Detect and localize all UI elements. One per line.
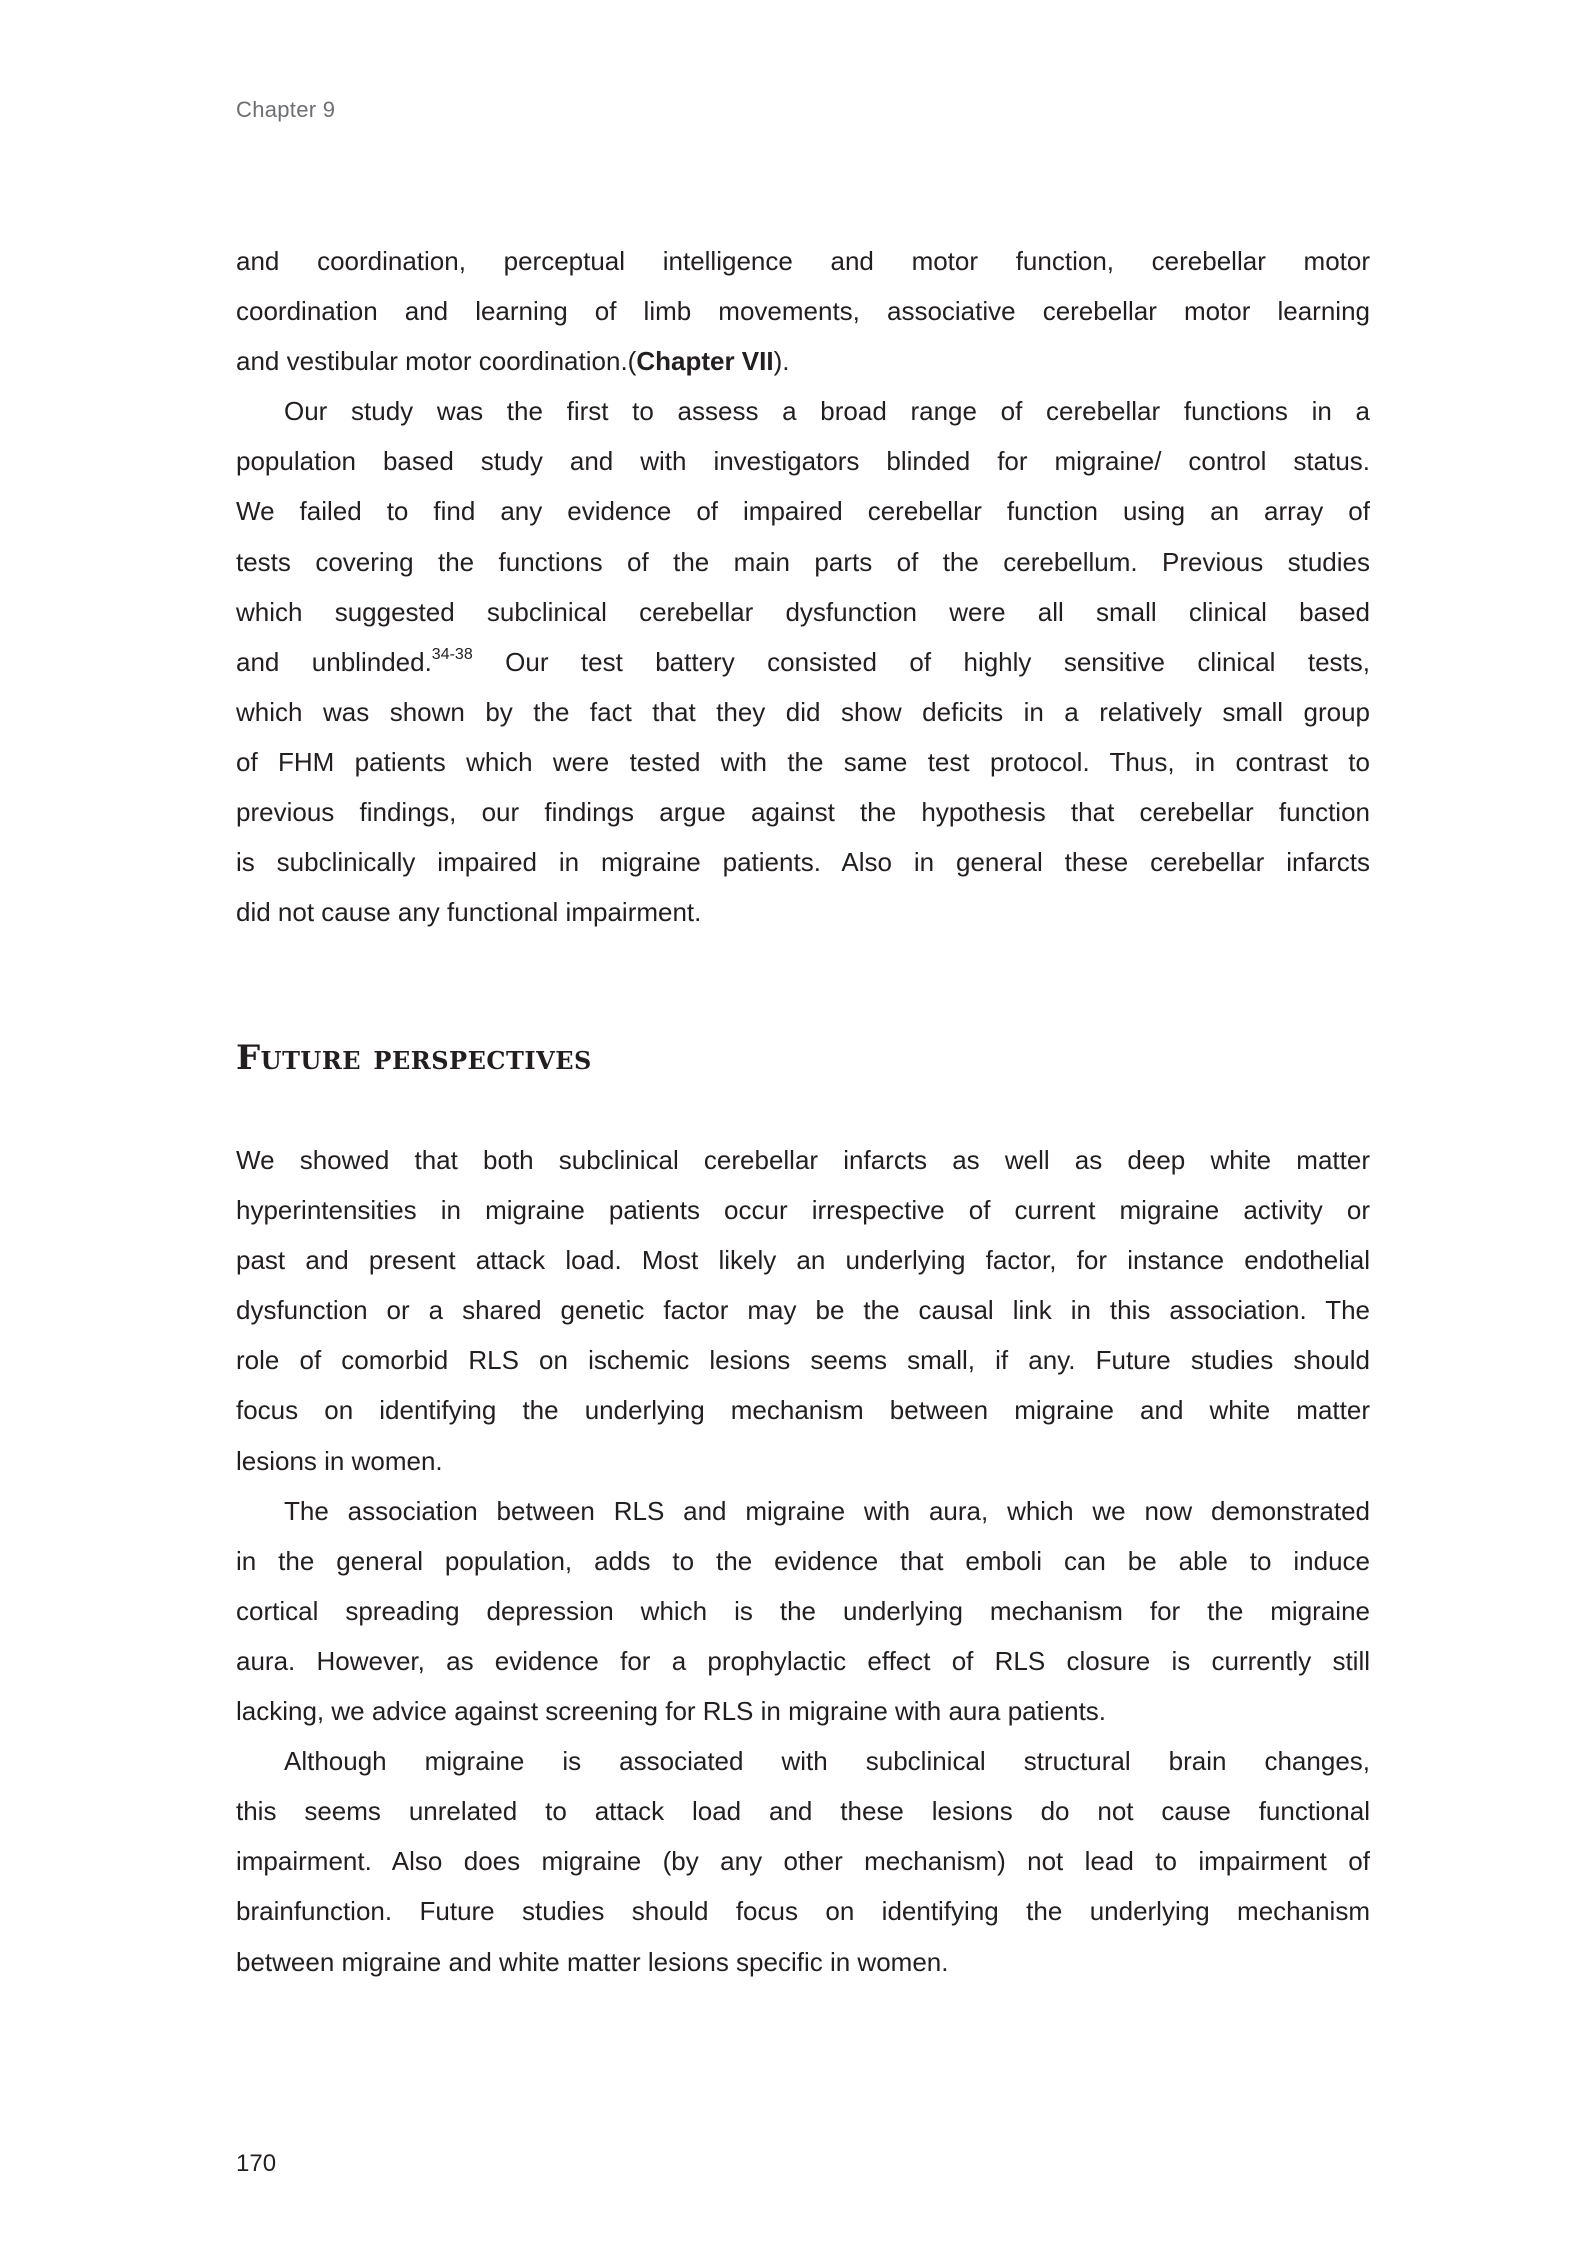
text-line: between migraine and white matter lesions specific in women. [236,1946,949,1977]
text-line: dysfunction or a shared genetic factor may be the causal link in this association. The [236,1295,1370,1326]
text-line: brainfunction. Future studies should focus on identifying the underlying mechanism [236,1896,1370,1927]
text-line: and vestibular motor coordination.(Chapter VII). [236,346,790,377]
text-line: tests covering the functions of the main parts of the cerebellum. Previous studies [236,546,1370,577]
running-head: Chapter 9 [236,97,336,122]
chapter-reference: Chapter VII [636,346,774,377]
text-line: and unblinded.$^{34-38}$ Our test battery consisted of highly sensitive clinical tests, [236,645,1370,677]
paragraph [236,1135,1370,1486]
text-line: in the general population, adds to the evidence that emboli can be able to induce [236,1545,1370,1576]
body-text-section-1 [236,236,1370,937]
text-line: population based study and with investigators blinded for migraine/ control status. [236,446,1370,477]
paragraph [236,1486,1370,1736]
text-line: role of comorbid RLS on ischemic lesions seems small, if any. Future studies should [236,1345,1370,1376]
text-line: which suggested subclinical cerebellar dysfunction were all small clinical based [236,596,1370,627]
paragraph [236,236,1370,386]
text-line: and coordination, perceptual intelligence and motor function, cerebellar motor [236,246,1370,276]
text-line: focus on identifying the underlying mechanism between migraine and white matter [236,1395,1370,1426]
paragraph [236,1736,1370,1986]
text-line: did not cause any functional impairment. [236,897,702,928]
page-number: 170 [236,2150,277,2177]
section-heading: Future perspectives [236,1038,592,1078]
text-line: which was shown by the fact that they did show deficits in a relatively small group [236,696,1370,727]
text-line: The association between RLS and migraine with aura, which we now demonstrated [284,1495,1370,1526]
text-line: cortical spreading depression which is the underlying mechanism for the migraine [236,1595,1370,1626]
text-line: lacking, we advice against screening for RLS in migraine with aura patients. [236,1696,1107,1727]
text-line: lesions in women. [236,1445,443,1476]
text-line: hyperintensities in migraine patients occur irrespective of current migraine activity or [236,1195,1370,1226]
text-line: We failed to find any evidence of impaired cerebellar function using an array of [236,496,1370,527]
text-line: Although migraine is associated with subclinical structural brain changes, [284,1746,1370,1777]
paragraph [236,386,1370,937]
text-line: of FHM patients which were tested with the same test protocol. Thus, in contrast to [236,746,1370,777]
text-line: this seems unrelated to attack load and these lesions do not cause functional [236,1796,1370,1827]
text-line: previous findings, our findings argue against the hypothesis that cerebellar function [236,797,1370,828]
citation-superscript: 34-38 [431,645,473,663]
text-line: aura. However, as evidence for a prophylactic effect of RLS closure is currently still [236,1645,1370,1676]
text-line: past and present attack load. Most likely an underlying factor, for instance endothelial [236,1245,1370,1276]
text-line: Our study was the first to assess a broad range of cerebellar functions in a [284,396,1370,427]
text-line: is subclinically impaired in migraine patients. Also in general these cerebellar infarcts [236,847,1370,878]
text-line: We showed that both subclinical cerebellar infarcts as well as deep white matter [236,1145,1370,1175]
text-line: impairment. Also does migraine (by any other mechanism) not lead to impairment of [236,1846,1370,1877]
body-text-section-2 [236,1135,1370,1987]
text-line: coordination and learning of limb movements, associative cerebellar motor learning [236,296,1370,327]
